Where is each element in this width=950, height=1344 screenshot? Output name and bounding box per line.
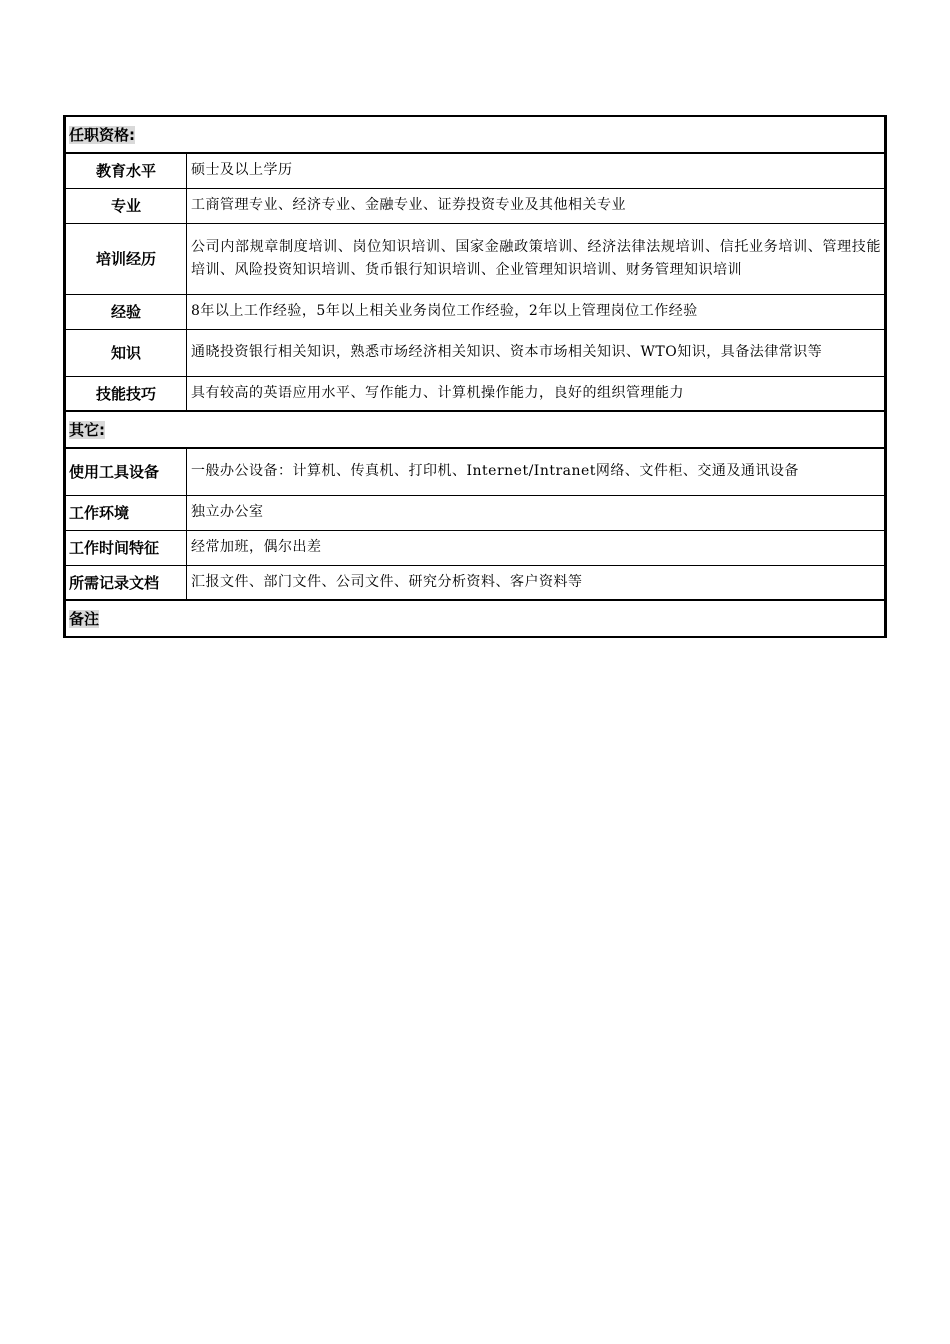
table-row bbox=[66, 329, 885, 376]
row-label-training: 培训经历 bbox=[66, 223, 187, 294]
row-label-education: 教育水平 bbox=[66, 153, 187, 188]
row-value-skills: 具有较高的英语应用水平、写作能力、计算机操作能力，良好的组织管理能力 bbox=[187, 376, 885, 411]
notes-section-title: 备注 bbox=[69, 610, 100, 628]
row-value-environment: 独立办公室 bbox=[187, 495, 885, 530]
row-label-documents: 所需记录文档 bbox=[66, 565, 187, 600]
other-header-row bbox=[66, 411, 885, 448]
table-row bbox=[66, 153, 885, 188]
row-label-environment: 工作环境 bbox=[66, 495, 187, 530]
row-value-equipment: 一般办公设备：计算机、传真机、打印机、Internet/Intranet网络、文件柜、交通及通讯设备 bbox=[187, 448, 885, 495]
table-row bbox=[66, 223, 885, 294]
row-value-training: 公司内部规章制度培训、岗位知识培训、国家金融政策培训、经济法律法规培训、信托业务培训、管理技能培训、风险投资知识培训、货币银行知识培训、企业管理知识培训、财务管理知识培训 bbox=[187, 223, 885, 294]
row-label-major: 专业 bbox=[66, 188, 187, 223]
row-value-knowledge: 通晓投资银行相关知识，熟悉市场经济相关知识、资本市场相关知识、WTO知识，具备法律常识等 bbox=[187, 329, 885, 376]
row-value-work-time: 经常加班，偶尔出差 bbox=[187, 530, 885, 565]
qualifications-section-title: 任职资格: bbox=[69, 126, 135, 144]
qualifications-header-cell bbox=[66, 117, 885, 153]
qualifications-header-row bbox=[66, 117, 885, 153]
qualifications-table bbox=[65, 117, 885, 636]
table-row bbox=[66, 448, 885, 495]
notes-header-cell bbox=[66, 600, 885, 636]
other-section-title: 其它: bbox=[69, 421, 105, 439]
row-label-knowledge: 知识 bbox=[66, 329, 187, 376]
row-value-experience: 8年以上工作经验，5年以上相关业务岗位工作经验，2年以上管理岗位工作经验 bbox=[187, 294, 885, 329]
row-label-work-time: 工作时间特征 bbox=[66, 530, 187, 565]
notes-header-row bbox=[66, 600, 885, 636]
table-row bbox=[66, 294, 885, 329]
table-row bbox=[66, 376, 885, 411]
row-value-major: 工商管理专业、经济专业、金融专业、证券投资专业及其他相关专业 bbox=[187, 188, 885, 223]
other-header-cell bbox=[66, 411, 885, 448]
job-description-table bbox=[63, 115, 887, 638]
row-label-experience: 经验 bbox=[66, 294, 187, 329]
row-label-equipment: 使用工具设备 bbox=[66, 448, 187, 495]
table-row bbox=[66, 495, 885, 530]
row-value-documents: 汇报文件、部门文件、公司文件、研究分析资料、客户资料等 bbox=[187, 565, 885, 600]
row-value-education: 硕士及以上学历 bbox=[187, 153, 885, 188]
table-row bbox=[66, 565, 885, 600]
row-label-skills: 技能技巧 bbox=[66, 376, 187, 411]
table-row bbox=[66, 188, 885, 223]
table-row bbox=[66, 530, 885, 565]
